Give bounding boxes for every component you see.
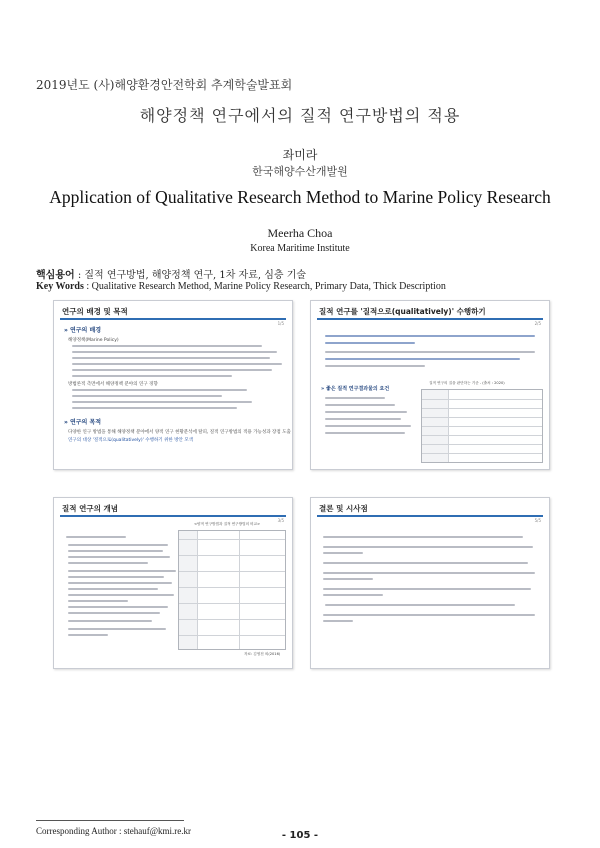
slide-title: 연구의 배경 및 목적 <box>62 307 128 316</box>
text-line <box>323 620 353 622</box>
text-line <box>72 363 282 365</box>
table-divider <box>239 531 240 649</box>
table-row <box>179 587 285 588</box>
text-line <box>72 369 272 371</box>
slide-page-number: 1/5 <box>277 321 284 326</box>
conference-name: 2019년도 (사)해양환경안전학회 추계학술발표회 <box>36 78 293 92</box>
text-line <box>325 604 515 606</box>
section-heading: » 연구의 배경 <box>64 327 102 334</box>
section-heading-text: 연구의 배경 <box>69 327 102 334</box>
slide-title: 결론 및 시사점 <box>319 504 368 513</box>
text-line <box>325 404 395 406</box>
section-heading-text: 연구의 목적 <box>69 419 102 426</box>
author-name-english: Meerha Choa <box>267 226 333 240</box>
table-row <box>179 555 285 556</box>
text-line <box>68 600 128 602</box>
text-line <box>325 365 425 367</box>
bullet-item: 연구의 대상 '질적으로(qualitatively)' 수행하기 위한 방안 모색 <box>68 438 194 443</box>
slide-title-bar <box>317 318 543 320</box>
text-line <box>68 628 166 630</box>
text-line <box>68 556 170 558</box>
text-line <box>323 594 383 596</box>
paper-title-korean: 해양정책 연구에서의 질적 연구방법의 적용 <box>139 106 461 125</box>
text-line <box>72 351 277 353</box>
text-line <box>68 620 152 622</box>
text-line <box>68 606 168 608</box>
page-number: - 105 - <box>281 830 319 841</box>
text-line <box>325 432 405 434</box>
table-row <box>422 444 542 445</box>
text-line <box>325 358 520 360</box>
criteria-table <box>421 389 543 463</box>
footnote-divider <box>36 820 184 821</box>
table-row <box>179 635 285 636</box>
text-line <box>68 550 163 552</box>
author-name-korean: 좌미라 <box>282 148 318 162</box>
text-line <box>325 411 407 413</box>
text-line <box>68 562 148 564</box>
table-row <box>179 571 285 572</box>
subsection-heading: » 좋은 질적 연구결과물의 요건 <box>321 386 390 392</box>
table-row <box>422 417 542 418</box>
text-line <box>325 342 415 344</box>
slide-page-number: 5/5 <box>534 518 541 523</box>
slide-page-number: 2/5 <box>534 321 541 326</box>
table-row <box>422 453 542 454</box>
affiliation-english: Korea Maritime Institute <box>250 243 350 254</box>
text-line <box>68 544 168 546</box>
table-source: 자료: 김영천 외(2016) <box>244 652 281 656</box>
keywords-english-text: : Qualitative Research Method, Marine Policy Research, Primary Data, Thick Description <box>83 281 446 292</box>
table-label-column <box>179 531 198 649</box>
text-line <box>68 570 176 572</box>
text-line <box>68 588 158 590</box>
text-line <box>325 425 411 427</box>
keywords-korean-text: : 질적 연구방법, 해양정책 연구, 1차 자료, 심층 기술 <box>74 270 307 281</box>
text-line <box>72 389 247 391</box>
text-line <box>68 634 108 636</box>
text-line <box>72 395 222 397</box>
table-row <box>179 603 285 604</box>
text-line <box>323 536 523 538</box>
table-row <box>422 426 542 427</box>
slide-qualitative-concept <box>53 497 293 669</box>
text-line <box>323 588 531 590</box>
text-line <box>323 614 535 616</box>
text-line <box>323 572 535 574</box>
table-caption: 질적 연구의 질을 판단하는 기준 - (출처 : 2020) <box>429 381 505 385</box>
slide-title: 질적 연구의 개념 <box>62 504 118 513</box>
slide-qualitative-conduct <box>310 300 550 470</box>
keywords-korean <box>36 266 306 281</box>
table-row <box>422 408 542 409</box>
paper-title-english: Application of Qualitative Research Method to Marine Policy Research <box>49 187 551 207</box>
text-line <box>72 407 237 409</box>
text-line <box>325 351 535 353</box>
affiliation-korean: 한국해양수산개발원 <box>252 165 348 178</box>
slide-background-purpose <box>53 300 293 470</box>
text-line <box>325 335 535 337</box>
text-line <box>68 612 160 614</box>
slide-page-number: 3/5 <box>277 518 284 523</box>
keywords-english <box>36 281 446 292</box>
keywords-korean-label: 핵심용어 <box>36 270 75 281</box>
bullet-item: 다양한 연구 방법을 통해 해양정책 분야에서 양적 연구 현황분석에 탈피, 질적 연구방법의 적용 가능성과 장점 도출 <box>68 430 291 435</box>
table-row <box>179 539 285 540</box>
slide-title-bar <box>60 515 286 517</box>
text-line <box>325 418 401 420</box>
text-line <box>68 582 172 584</box>
text-line <box>323 546 533 548</box>
corresponding-author: Corresponding Author : stehauf@kmi.re.kr <box>36 826 192 836</box>
bullet-item: 해양정책(Marine Policy) <box>68 338 119 343</box>
text-line <box>323 562 528 564</box>
section-heading: » 연구의 목적 <box>64 419 102 426</box>
text-line <box>72 375 232 377</box>
slide-conclusion <box>310 497 550 669</box>
text-line <box>68 576 164 578</box>
subsection-heading-text: 좋은 질적 연구결과물의 요건 <box>325 386 390 392</box>
text-line <box>323 578 373 580</box>
slide-title-bar <box>317 515 543 517</box>
table-row <box>422 435 542 436</box>
text-line <box>66 536 126 538</box>
text-line <box>323 552 363 554</box>
slide-title: 질적 연구를 '질적으로(qualitatively)' 수행하기 <box>319 307 486 316</box>
comparison-table <box>178 530 286 650</box>
table-row <box>422 399 542 400</box>
text-line <box>325 397 385 399</box>
text-line <box>68 594 174 596</box>
text-line <box>72 401 252 403</box>
bullet-item: 방법론적 측면에서 해양정책 분야의 연구 경향 <box>68 382 158 387</box>
keywords-english-label: Key Words <box>36 281 84 292</box>
table-row <box>179 619 285 620</box>
slide-title-bar <box>60 318 286 320</box>
text-line <box>72 345 262 347</box>
table-caption: <양적 연구방법과 질적 연구방법의 비교> <box>194 522 261 526</box>
text-line <box>72 357 270 359</box>
